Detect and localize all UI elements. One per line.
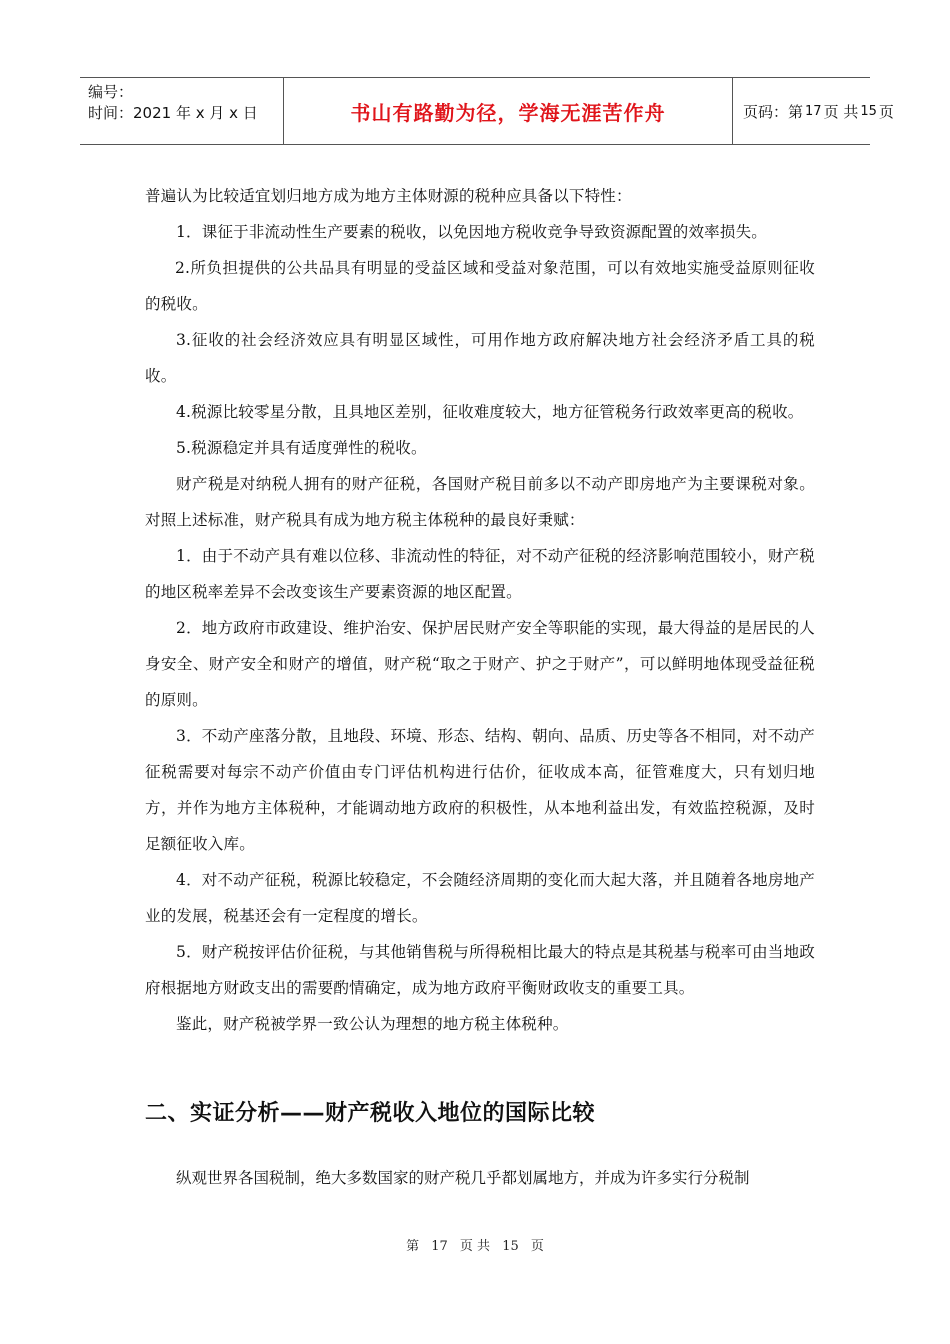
header-meta bbox=[80, 78, 283, 144]
footer-prefix: 第 bbox=[406, 1239, 420, 1254]
paragraph: 5.税源稳定并具有适度弹性的税收。 bbox=[176, 439, 427, 457]
paragraph: 1．由于不动产具有难以位移、非流动性的特征，对不动产征税的经济影响范围较小，财产税的地区税率差异不会改变该生产要素资源的地区配置。 bbox=[145, 547, 815, 601]
paragraph: 2．地方政府市政建设、维护治安、保护居民财产安全等职能的实现，最大得益的是居民的人身安全、财产安全和财产的增值，财产税“取之于财产、护之于财产”，可以鲜明地体现受益征税的原则。 bbox=[145, 619, 815, 709]
document-body bbox=[145, 178, 815, 1042]
page-header bbox=[80, 77, 894, 145]
serial-label: 编号： bbox=[88, 83, 134, 101]
page-label-mid: 页 共 bbox=[823, 102, 859, 121]
page-total: 15 bbox=[860, 103, 877, 119]
header-motto: 书山有路勤为径，学海无涯苦作舟 bbox=[350, 100, 666, 125]
paragraph: 5．财产税按评估价征税，与其他销售税与所得税相比最大的特点是其税基与税率可由当地政府根据地方财政支出的需要酌情确定，成为地方政府平衡财政收支的重要工具。 bbox=[145, 943, 815, 997]
page-label-prefix: 页码：第 bbox=[743, 102, 804, 121]
paragraph: 4.税源比较零星分散，且具地区差别，征收难度较大，地方征管税务行政效率更高的税收。 bbox=[176, 403, 804, 421]
footer-current-page: 17 bbox=[431, 1239, 448, 1254]
footer-total-pages: 15 bbox=[502, 1239, 519, 1254]
paragraph: 纵观世界各国税制，绝大多数国家的财产税几乎都划属地方，并成为许多实行分税制 bbox=[176, 1169, 750, 1187]
section-heading: 二、实证分析——财产税收入地位的国际比较 bbox=[145, 1101, 596, 1126]
paragraph: 财产税是对纳税人拥有的财产征税，各国财产税目前多以不动产即房地产为主要课税对象。对照上述标准，财产税具有成为地方税主体税种的最良好秉赋： bbox=[145, 475, 815, 529]
page-footer bbox=[0, 1235, 950, 1254]
paragraph: 3.征收的社会经济效应具有明显区域性，可用作地方政府解决地方社会经济矛盾工具的税收。 bbox=[145, 331, 815, 385]
header-motto-cell bbox=[283, 78, 733, 144]
page-current: 17 bbox=[805, 103, 822, 119]
paragraph: 1．课征于非流动性生产要素的税收，以免因地方税收竞争导致资源配置的效率损失。 bbox=[176, 223, 767, 241]
paragraph: 3．不动产座落分散，且地段、环境、形态、结构、朝向、品质、历史等各不相同，对不动产征税需要对每宗不动产价值由专门评估机构进行估价，征收成本高，征管难度大，只有划归地方，并作为地方主体税种，才能调动地方政府的积极性，从本地利益出发，有效监控税源，及时足额征收入库。 bbox=[145, 727, 815, 853]
paragraph: 2.所负担提供的公共品具有明显的受益区域和受益对象范围，可以有效地实施受益原则征收的税收。 bbox=[145, 259, 815, 313]
footer-mid: 页 共 bbox=[459, 1239, 491, 1254]
time-label: 时间：2021 年 x 月 x 日 bbox=[88, 104, 258, 122]
paragraph: 4．对不动产征税，税源比较稳定，不会随经济周期的变化而大起大落，并且随着各地房地产业的发展，税基还会有一定程度的增长。 bbox=[145, 871, 815, 925]
page-label-suffix: 页 bbox=[878, 102, 894, 121]
paragraph: 普遍认为比较适宜划归地方成为地方主体财源的税种应具备以下特性： bbox=[145, 187, 632, 205]
paragraph: 鉴此，财产税被学界一致公认为理想的地方税主体税种。 bbox=[176, 1015, 569, 1033]
header-page-info bbox=[733, 78, 894, 144]
footer-suffix: 页 bbox=[530, 1239, 544, 1254]
